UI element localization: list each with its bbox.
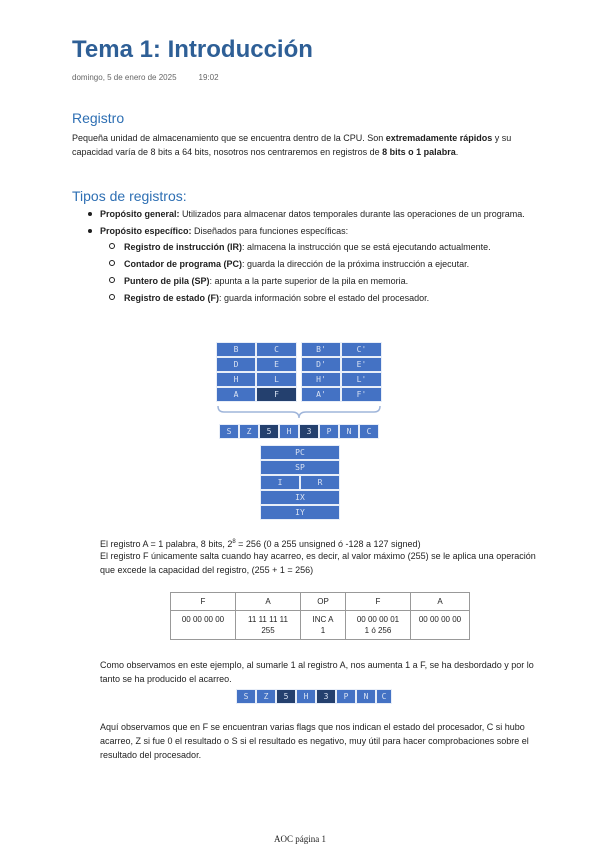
flag-n: N	[339, 424, 359, 439]
table-cell: 00 00 00 01 1 ó 256	[346, 611, 411, 640]
explain-paragraph-2: Aquí observamos que en F se encuentran varias flags que nos indican el estado del procesador, C si hubo acarreo, Z si fue 0 el resultado o S si el resultado es negativo, muy útil para hacer comprobaciones sobre el resultado del procesador.	[100, 722, 529, 760]
flag-5: 5	[276, 689, 296, 704]
list-item: Propósito general: Utilizados para almacenar datos temporales durante las operaciones de un programa.	[100, 207, 560, 221]
table-header: F	[346, 593, 411, 611]
page-meta	[72, 73, 219, 82]
list-item: Propósito específico: Diseñados para funciones específicas: Registro de instrucción (IR): almacena la instrucción que se está ejecutando actualmente. Contador de programa (PC): guarda la dirección de la próxima instrucción a ejecutar. Puntero de pila (SP): apunta a la parte superior de la pila en memoria. Registro de estado (F): guarda información sobre el estado del procesador.	[100, 224, 560, 305]
table-header: OP	[301, 593, 346, 611]
tipos-list	[72, 207, 560, 308]
reg-h: H	[216, 372, 256, 387]
flag-s: S	[219, 424, 239, 439]
sub-list	[100, 240, 560, 305]
flag-h: H	[296, 689, 316, 704]
reg-b: B	[216, 342, 256, 357]
reg-e-alt: E'	[341, 357, 382, 372]
table-row	[171, 611, 470, 640]
flag-s: S	[236, 689, 256, 704]
reg-h-alt: H'	[301, 372, 341, 387]
page-time: 19:02	[198, 73, 219, 82]
table-header: A	[236, 593, 301, 611]
reg-iy: IY	[260, 505, 340, 520]
example-table	[170, 592, 470, 640]
flag-3: 3	[316, 689, 336, 704]
table-header: A	[411, 593, 470, 611]
registro-heading: Registro	[72, 110, 125, 126]
reg-d-alt: D'	[301, 357, 341, 372]
note-line-2: El registro F únicamente salta cuando hay acarreo, es decir, al valor máximo (255) se le aplica una operación que excede la capacidad del registro, (255 + 1 = 256)	[100, 551, 536, 575]
reg-i: I	[260, 475, 300, 490]
flag-n: N	[356, 689, 376, 704]
reg-b-alt: B'	[301, 342, 341, 357]
list-item: Registro de instrucción (IR): almacena la instrucción que se está ejecutando actualmente.	[124, 240, 560, 254]
note-line-1: El registro A = 1 palabra, 8 bits, $2^8 = 256$ (0 a 255 unsigned ó -128 a 127 signed)	[100, 539, 421, 549]
reg-f: F	[256, 387, 297, 402]
reg-l-alt: L'	[341, 372, 382, 387]
page-title: Tema 1: Introducción	[72, 36, 313, 63]
reg-a: A	[216, 387, 256, 402]
explain-paragraph-1: Como observamos en este ejemplo, al sumarle 1 al registro A, nos aumenta 1 a F, se ha desbordado y por lo tanto se ha producido el acarreo.	[100, 660, 534, 684]
flag-3: 3	[299, 424, 319, 439]
reg-ix: IX	[260, 490, 340, 505]
list-item: Puntero de pila (SP): apunta a la parte superior de la pila en memoria.	[124, 274, 560, 288]
list-item: Registro de estado (F): guarda información sobre el estado del procesador.	[124, 291, 560, 305]
reg-a-alt: A'	[301, 387, 341, 402]
brace-icon	[216, 404, 382, 424]
registro-paragraph: Pequeña unidad de almacenamiento que se encuentra dentro de la CPU. Son extremadamente rápidos y su capacidad varía de 8 bits a 64 bits, nosotros nos centraremos en registros de 8 bits o 1 palabra.	[72, 133, 512, 157]
reg-f-alt: F'	[341, 387, 382, 402]
flag-h: H	[279, 424, 299, 439]
flag-5: 5	[259, 424, 279, 439]
table-cell: INC A 1	[301, 611, 346, 640]
flag-c: C	[376, 689, 392, 704]
reg-r: R	[300, 475, 340, 490]
table-cell: 00 00 00 00	[411, 611, 470, 640]
reg-l: L	[256, 372, 297, 387]
reg-c-alt: C'	[341, 342, 382, 357]
table-cell: 11 11 11 11 255	[236, 611, 301, 640]
flag-c: C	[359, 424, 379, 439]
reg-pc: PC	[260, 445, 340, 460]
reg-e: E	[256, 357, 297, 372]
flag-p: P	[336, 689, 356, 704]
reg-d: D	[216, 357, 256, 372]
tipos-heading: Tipos de registros:	[72, 188, 187, 204]
reg-c: C	[256, 342, 297, 357]
page-date: domingo, 5 de enero de 2025	[72, 73, 177, 82]
flag-z: Z	[239, 424, 259, 439]
table-cell: 00 00 00 00	[171, 611, 236, 640]
flag-z: Z	[256, 689, 276, 704]
reg-sp: SP	[260, 460, 340, 475]
flag-p: P	[319, 424, 339, 439]
table-header: F	[171, 593, 236, 611]
page-footer: AOC página 1	[274, 834, 326, 844]
list-item: Contador de programa (PC): guarda la dirección de la próxima instrucción a ejecutar.	[124, 257, 560, 271]
